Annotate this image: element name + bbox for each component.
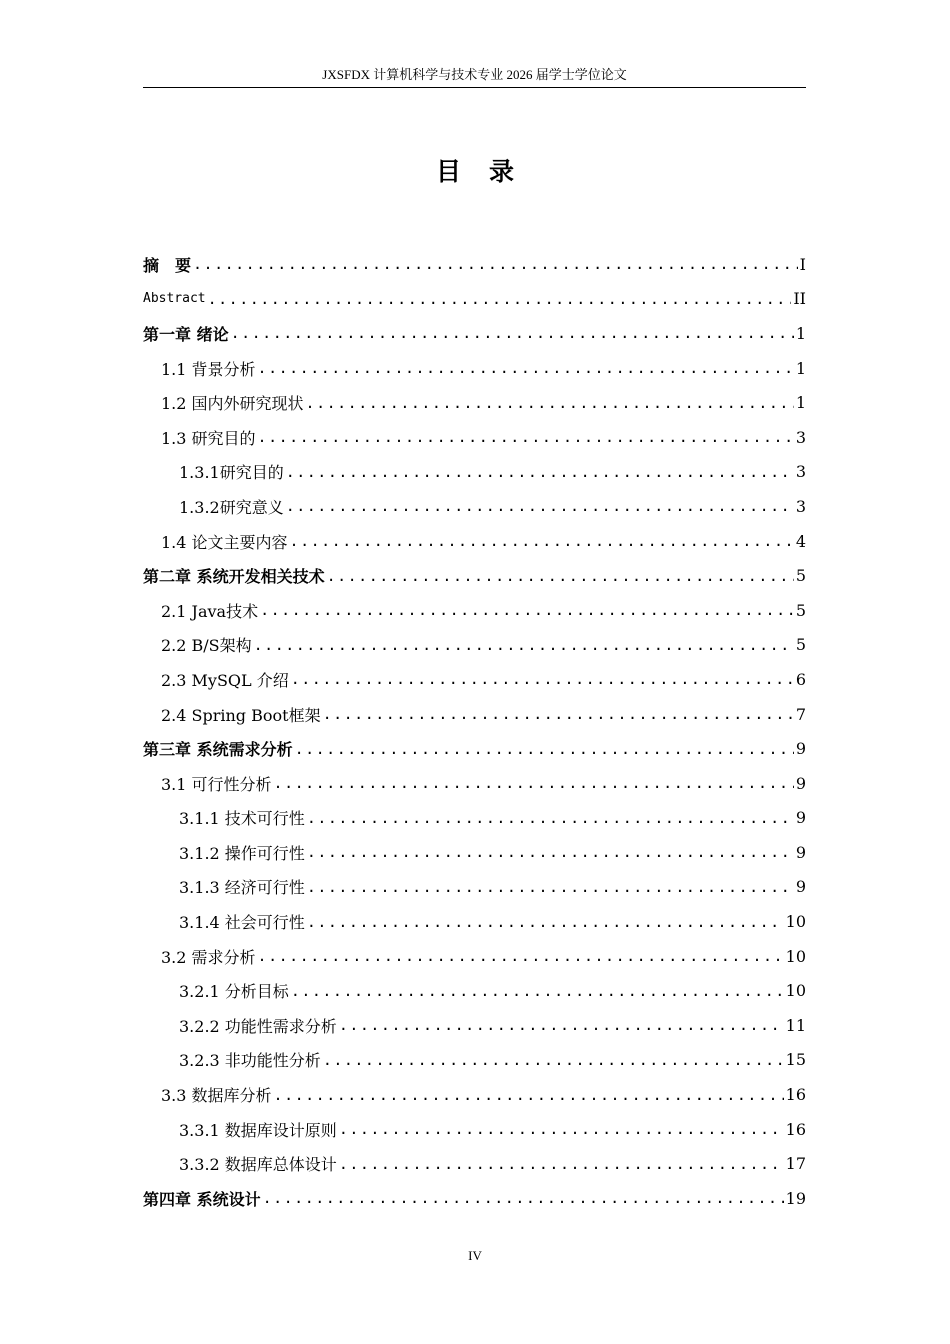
dot-leader	[258, 428, 794, 446]
toc-entry-label: 1.3.1研究目的	[179, 463, 284, 483]
toc-entry-label: 1.1 背景分析	[161, 359, 256, 379]
toc-entry[interactable]	[143, 973, 806, 1008]
toc-entry-page: 10	[785, 981, 806, 1001]
toc-entry[interactable]	[143, 904, 806, 939]
dot-leader	[307, 809, 794, 827]
toc-entry-label: 第四章 系统设计	[143, 1189, 261, 1209]
toc-entry-page: 15	[785, 1050, 806, 1070]
dot-leader	[258, 359, 794, 377]
toc-entry[interactable]	[143, 489, 806, 524]
toc-entry-label: 第二章 系统开发相关技术	[143, 567, 325, 587]
toc-entry[interactable]	[143, 1181, 806, 1216]
toc-entry-page: 1	[795, 323, 806, 343]
toc-entry-label: 3.3.1 数据库设计原则	[179, 1120, 337, 1140]
toc-entry[interactable]	[143, 1077, 806, 1112]
dot-leader	[231, 324, 794, 342]
dot-leader	[274, 774, 794, 792]
toc-entry[interactable]	[143, 731, 806, 766]
dot-leader	[258, 947, 784, 965]
toc-entry[interactable]	[143, 1146, 806, 1181]
dot-leader	[306, 394, 794, 412]
toc-entry-page: 9	[795, 877, 806, 897]
dot-leader	[254, 636, 794, 654]
dot-leader	[193, 255, 798, 273]
dot-leader	[286, 497, 794, 515]
toc-entry-label: Abstract	[143, 291, 206, 307]
toc-entry[interactable]	[143, 1043, 806, 1078]
toc-entry-page: 5	[795, 566, 806, 586]
toc-entry-label: 1.4 论文主要内容	[161, 532, 288, 552]
table-of-contents	[143, 247, 806, 1216]
toc-entry-page: 11	[785, 1015, 806, 1035]
toc-entry[interactable]	[143, 455, 806, 490]
toc-entry-page: 10	[785, 946, 806, 966]
dot-leader	[260, 601, 794, 619]
page-number: IV	[468, 1248, 482, 1263]
toc-entry-label: 3.1.1 技术可行性	[179, 809, 305, 829]
toc-entry-label: 3.2.2 功能性需求分析	[179, 1016, 337, 1036]
toc-entry[interactable]	[143, 870, 806, 905]
toc-entry-page: 9	[795, 808, 806, 828]
toc-entry-label: 3.1 可行性分析	[161, 774, 272, 794]
toc-entry-label: 1.3.2研究意义	[179, 497, 284, 517]
toc-entry-label: 3.1.4 社会可行性	[179, 913, 305, 933]
toc-entry-page: 9	[795, 773, 806, 793]
toc-entry-page: 16	[785, 1119, 806, 1139]
toc-entry-label: 摘 要	[143, 255, 192, 275]
dot-leader	[263, 1189, 784, 1207]
toc-entry-label: 2.3 MySQL 介绍	[161, 670, 289, 690]
toc-entry-label: 3.2 需求分析	[161, 947, 256, 967]
dot-leader	[339, 1155, 784, 1173]
dot-leader	[323, 1051, 784, 1069]
toc-entry-page: 3	[795, 462, 806, 482]
toc-entry[interactable]	[143, 385, 806, 420]
toc-entry[interactable]	[143, 939, 806, 974]
toc-entry-page: 6	[795, 669, 806, 689]
toc-entry-page: 5	[795, 600, 806, 620]
dot-leader	[323, 705, 794, 723]
toc-entry-label: 2.4 Spring Boot框架	[161, 705, 321, 725]
toc-entry-page: 4	[795, 531, 806, 551]
dot-leader	[307, 843, 794, 861]
toc-entry[interactable]	[143, 420, 806, 455]
toc-entry-page: 7	[795, 704, 806, 724]
toc-entry-label: 1.2 国内外研究现状	[161, 394, 304, 414]
toc-entry-label: 3.2.1 分析目标	[179, 982, 289, 1002]
dot-leader	[291, 982, 784, 1000]
dot-leader	[307, 913, 784, 931]
toc-entry-label: 1.3 研究目的	[161, 428, 256, 448]
toc-entry-page: 3	[795, 496, 806, 516]
toc-entry[interactable]	[143, 835, 806, 870]
dot-leader	[291, 670, 794, 688]
toc-entry-page: 16	[785, 1085, 806, 1105]
toc-entry-label: 2.1 Java技术	[161, 601, 259, 621]
toc-entry-label: 3.3.2 数据库总体设计	[179, 1155, 337, 1175]
toc-entry-label: 3.3 数据库分析	[161, 1086, 272, 1106]
dot-leader	[208, 290, 792, 308]
toc-entry-page: 17	[785, 1154, 806, 1174]
toc-entry-page: 5	[795, 635, 806, 655]
toc-entry[interactable]	[143, 628, 806, 663]
toc-entry[interactable]	[143, 351, 806, 386]
running-header: JXSFDX 计算机科学与技术专业 2026 届学士学位论文	[322, 67, 627, 82]
toc-entry-page: 9	[795, 739, 806, 759]
toc-entry[interactable]	[143, 593, 806, 628]
toc-entry[interactable]	[143, 801, 806, 836]
toc-entry[interactable]	[143, 558, 806, 593]
toc-entry[interactable]	[143, 524, 806, 559]
toc-entry-page: 3	[795, 427, 806, 447]
toc-entry-page: 19	[785, 1188, 806, 1208]
toc-entry[interactable]	[143, 1008, 806, 1043]
toc-entry[interactable]	[143, 662, 806, 697]
toc-entry-page: 1	[795, 358, 806, 378]
toc-entry-label: 第三章 系统需求分析	[143, 740, 293, 760]
dot-leader	[307, 878, 794, 896]
toc-entry[interactable]	[143, 247, 806, 282]
toc-entry-label: 3.1.2 操作可行性	[179, 843, 305, 863]
dot-leader	[274, 1086, 784, 1104]
dot-leader	[339, 1016, 784, 1034]
toc-entry-page: II	[793, 289, 806, 309]
toc-entry-page: 10	[785, 912, 806, 932]
toc-entry-page: 1	[795, 393, 806, 413]
toc-entry-label: 第一章 绪论	[143, 324, 229, 344]
toc-entry[interactable]	[143, 1112, 806, 1147]
toc-entry-label: 3.1.3 经济可行性	[179, 878, 305, 898]
toc-entry-label: 2.2 B/S架构	[161, 636, 252, 656]
toc-entry-page: 9	[795, 842, 806, 862]
toc-entry[interactable]	[143, 697, 806, 732]
toc-title: 目录	[435, 157, 542, 186]
dot-leader	[327, 567, 794, 585]
dot-leader	[295, 740, 794, 758]
dot-leader	[290, 532, 794, 550]
dot-leader	[339, 1120, 784, 1138]
toc-entry-page: I	[799, 254, 806, 274]
toc-entry-label: 3.2.3 非功能性分析	[179, 1051, 321, 1071]
header-divider	[143, 87, 806, 88]
toc-entry[interactable]	[143, 766, 806, 801]
toc-entry[interactable]	[143, 316, 806, 351]
dot-leader	[286, 463, 794, 481]
toc-entry[interactable]	[143, 282, 806, 317]
